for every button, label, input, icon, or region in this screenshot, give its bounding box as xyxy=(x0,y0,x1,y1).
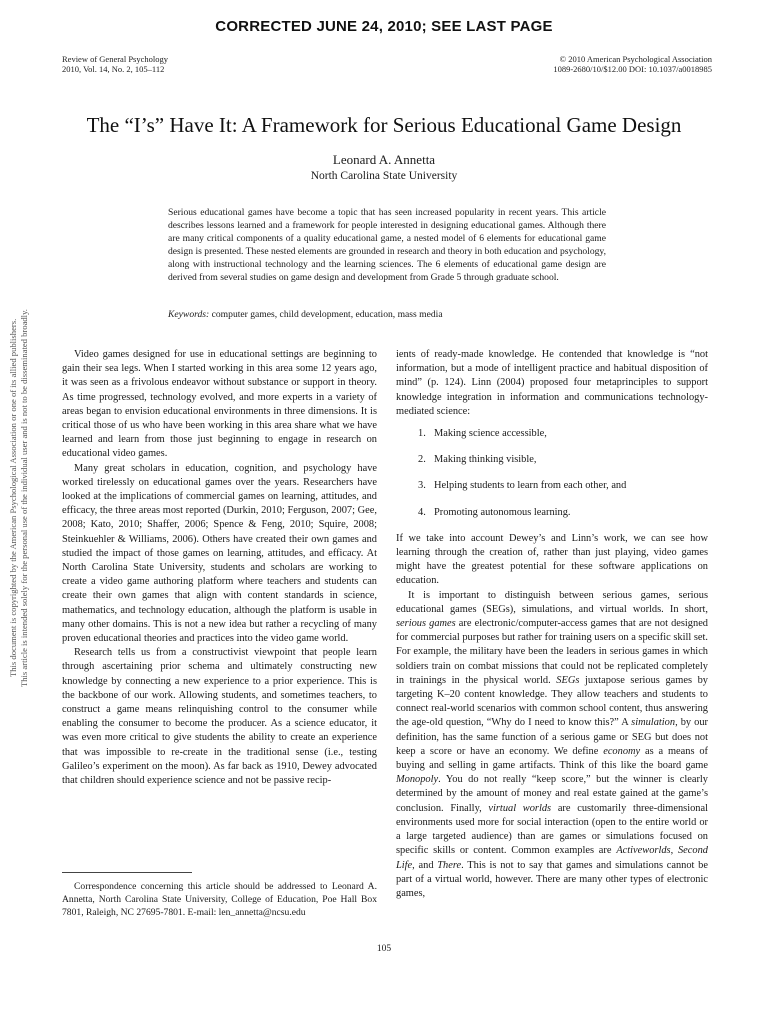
list-number: 2. xyxy=(418,454,426,466)
list-number: 4. xyxy=(418,506,426,518)
footnote-divider xyxy=(62,872,192,873)
copyright-side-notice xyxy=(8,278,36,718)
term-monopoly: Monopoly xyxy=(396,774,439,786)
body-paragraph: Many great scholars in education, cognition, and psychology have worked tirelessly on educational games over the years. Researchers have looked at the implications of commercial games on learning, attitudes, and efficacy, the three areas most reported (Durkin, 2010; Ferguson, 2007; Gee, 2008; Kato, 2010; Shaffer, 2006; Spence & Feng, 2010; Squire, 2008; Steinkuehler & Williams, 2006). Others have created their own games and studied the impact of those games on learning, attitudes, and efficacy. At North Carolina State University, students and scholars are working to create a video game authoring platform where teachers and students can create their own games that align with content standards in science, mathematics, and technology education, although the platform is usable in many other domains. This is not a new idea but rather a recycling of many proven educational theories and practices into the video game world. xyxy=(62,462,377,645)
side-notice-line-1: This document is copyrighted by the American Psychological Association or one of its allied publishers. xyxy=(8,318,18,678)
list-item xyxy=(418,453,708,467)
keywords-text: computer games, child development, education, mass media xyxy=(211,309,443,320)
journal-name: Review of General Psychology xyxy=(62,54,168,64)
body-paragraph: ients of ready-made knowledge. He contended that knowledge is “not information, but a mode of intelligent practice and habitual disposition of mind” (p. 124). Linn (2004) proposed four metaprinciples to support knowledge integration in information and communications technology-mediated science: xyxy=(396,349,708,417)
text-run: It is important to distinguish between serious games, serious educational games (SEGs), simulations, and virtual worlds. In short, xyxy=(396,589,708,615)
list-item xyxy=(418,427,708,441)
list-text: Helping students to learn from each other, and xyxy=(434,480,627,492)
text-run: , and xyxy=(412,859,438,871)
text-run: juxtapose serious games by targeting K–20 content knowledge. They allow teachers and students to connect real-world scenarios with common school content, thus answering the age-old question, “Why do I need to know this?” A xyxy=(396,674,708,729)
journal-header xyxy=(62,54,168,74)
author-affiliation: North Carolina State University xyxy=(310,170,458,182)
body-paragraph-definitions xyxy=(396,589,708,901)
text-run: , by our definition, has the same function of a serious game or SEG but does not keep a score or have an economy. We define xyxy=(396,717,708,757)
journal-issue: 2010, Vol. 14, No. 2, 105–112 xyxy=(62,64,165,74)
copyright-header xyxy=(553,54,712,74)
text-run: . You do not really “keep score,” but the winner is clearly determined by the amount of money and real estate gained at the game’s conclusion. Finally, xyxy=(396,774,708,814)
text-run: as a means of buying and selling in game artifacts. Think of this like the board game xyxy=(396,745,708,772)
text-run: are electronic/computer-access games that are not designed for commercial purposes but rather for training users on a specific skill set. For example, the military have been the leaders in serious games in which soldiers train on combat missions that could not be replicated completely in trainings in the physical world. xyxy=(396,618,709,686)
author-name: Leonard A. Annetta xyxy=(332,152,436,167)
keywords xyxy=(168,308,606,321)
term-virtual-worlds: virtual worlds xyxy=(488,802,552,814)
body-paragraph: If we take into account Dewey’s and Linn’s work, we can see how learning through the creation of, rather than just playing, video games might have the greatest potential for these software applications on education. xyxy=(396,532,708,587)
term-economy: economy xyxy=(603,745,641,757)
text-run: , xyxy=(670,845,678,857)
term-segs: SEGs xyxy=(556,674,580,686)
article-title: The “I’s” Have It: A Framework for Serious Educational Game Design xyxy=(86,113,682,137)
term-simulation: simulation xyxy=(631,717,676,729)
body-paragraph: Research tells us from a constructivist viewpoint that people learn through ascertaining prior schema and ultimately constructing new knowledge by connecting a new experience to a prior experience. This is the backbone of our work. Allowing students, and sometimes teachers, to construct a game means relinquishing control to the consumer while enabling the consumer to become the producer. As a science educator, it was even more critical to give students the ability to create an experience that was impossible to re-create in the traditional sense (i.e., testing Galileo’s experiment on the moon). As far back as 1910, Dewey advocated that children should experience science and not be passive recip- xyxy=(62,647,377,787)
side-notice-line-2: This article is intended solely for the personal use of the individual user and is not to be disseminated broadly. xyxy=(19,309,29,687)
text-run: are customarily three-dimensional environments used more for social interaction (open to the entire world or a large targeted audience) than are games or simulations focused on specific skills or content. Common examples are xyxy=(396,802,708,857)
term-there: There xyxy=(437,859,462,871)
metaprinciples-list xyxy=(418,427,708,520)
list-number: 3. xyxy=(418,480,426,492)
list-text: Making science accessible, xyxy=(434,428,547,440)
copyright-line: © 2010 American Psychological Association xyxy=(559,54,712,64)
list-item xyxy=(418,479,708,493)
footnote-text: Correspondence concerning this article should be addressed to Leonard A. Annetta, North Carolina State University, College of Education, Poe Hall Box 7801, Raleigh, NC 27695-7801. E-mail: len_annetta@ncsu.edu xyxy=(62,881,377,918)
body-paragraph: Video games designed for use in educational settings are beginning to gain their sea legs. When I started working in this area some 12 years ago, it was seen as a frivolous endeavor without substance or support in theory. As time progressed, technology evolved, and more experts in a variety of areas began to envision educational environments in three dimensions. It is critical those of us who have been working in this area share what we have learned and learn from those just beginning to engage in research on educational video games. xyxy=(62,349,377,460)
term-activeworlds: Activeworlds xyxy=(616,845,671,857)
left-column xyxy=(62,348,377,788)
correction-banner: CORRECTED JUNE 24, 2010; SEE LAST PAGE xyxy=(215,18,553,35)
abstract: Serious educational games have become a topic that has seen increased popularity in recent years. This article describes lessons learned and a framework for people interested in designing educational games. Although there are many critical components of a quality educational game, a nested model of 6 elements for educational game design is presented. These nested elements are grounded in research and theory in both education and psychology, along with instructional technology and the learning sciences. The 6 elements of educational game design are derived from several studies on game design and development from Grade 5 through graduate school. xyxy=(168,207,606,283)
right-column xyxy=(396,348,708,901)
text-run: . This is not to say that games and simulations cannot be part of a virtual world, however. There are many other types of electronic games, xyxy=(396,859,708,899)
list-item xyxy=(418,506,708,520)
list-text: Making thinking visible, xyxy=(434,454,537,466)
list-text: Promoting autonomous learning. xyxy=(434,506,571,518)
term-second-life: Second Life xyxy=(396,845,708,871)
page-number: 105 xyxy=(376,944,392,954)
term-serious-games: serious games xyxy=(396,618,456,630)
keywords-label: Keywords: xyxy=(168,309,210,320)
list-number: 1. xyxy=(418,428,426,440)
correspondence-footnote xyxy=(62,880,377,919)
doi-line: 1089-2680/10/$12.00 DOI: 10.1037/a0018985 xyxy=(553,64,712,74)
